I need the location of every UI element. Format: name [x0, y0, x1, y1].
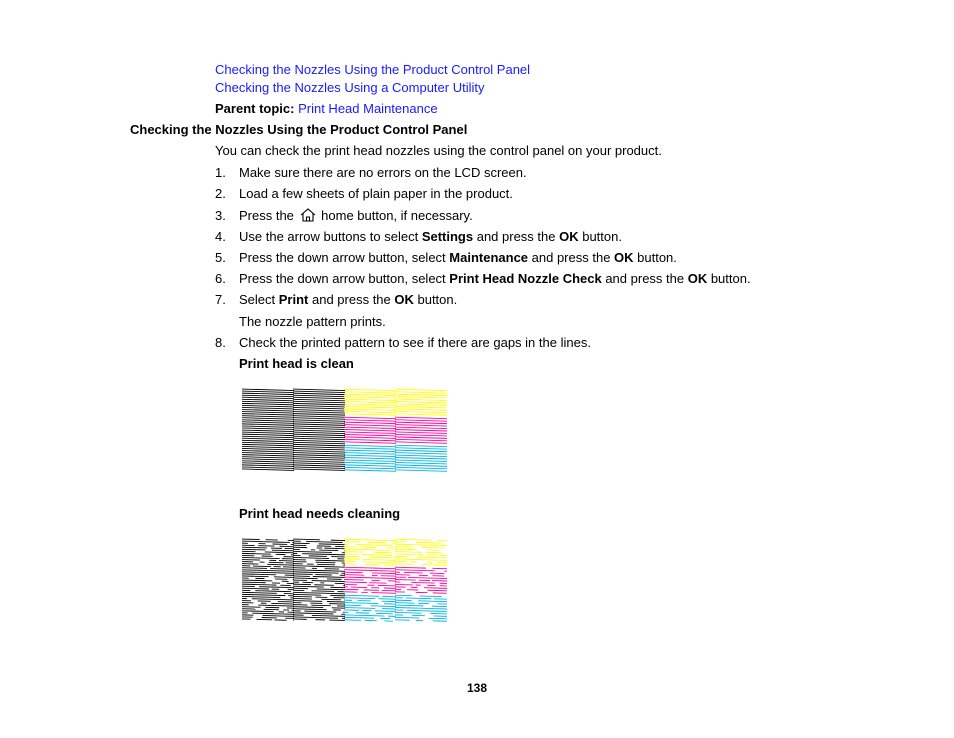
nozzle-line [293, 434, 345, 436]
nozzle-line [321, 599, 341, 600]
nozzle-line [242, 440, 294, 442]
nozzle-line [261, 558, 279, 559]
nozzle-line [344, 580, 364, 581]
nozzle-line [395, 430, 447, 432]
nozzle-line [257, 570, 276, 571]
nozzle-line [412, 540, 431, 541]
ui-term-print: Print [278, 292, 309, 307]
nozzle-line [293, 457, 345, 459]
nozzle-line [242, 397, 294, 399]
t: Use the arrow buttons to select [239, 229, 422, 244]
nozzle-line [293, 461, 345, 463]
nozzle-line [293, 438, 345, 440]
nozzle-line [395, 399, 447, 401]
nozzle-line [395, 455, 447, 457]
link-computer-utility[interactable]: Checking the Nozzles Using a Computer Utility [215, 80, 485, 95]
nozzle-line [242, 465, 294, 467]
nozzle-line [293, 459, 345, 461]
t: Select [239, 292, 279, 307]
nozzle-line [314, 613, 333, 614]
intro-text: You can check the print head nozzles using the control panel on your product. [215, 143, 662, 158]
nozzle-line [428, 590, 447, 591]
nozzle-line [242, 410, 294, 412]
step-number: 3. [215, 208, 226, 223]
nozzle-line [395, 392, 447, 394]
nozzle-line [293, 418, 345, 420]
nozzle-line [344, 445, 396, 447]
nozzle-line [293, 469, 345, 471]
step-text: Check the printed pattern to see if there are gaps in the lines. [239, 335, 591, 350]
t: and press the [528, 250, 615, 265]
nozzle-line [270, 569, 288, 570]
nozzle-line [242, 393, 294, 395]
nozzle-line [344, 414, 396, 416]
nozzle-line [293, 420, 345, 422]
nozzle-line [293, 455, 345, 457]
nozzle-line [293, 432, 345, 434]
nozzle-line [395, 462, 447, 464]
nozzle-line [242, 461, 294, 463]
nozzle-line [242, 448, 294, 450]
nozzle-line [400, 617, 419, 618]
nozzle-line [242, 582, 260, 583]
nozzle-line [408, 577, 425, 578]
nozzle-line [344, 420, 396, 422]
nozzle-line [351, 567, 370, 568]
nozzle-line [378, 585, 396, 586]
nozzle-line [395, 458, 447, 460]
nozzle-line [395, 394, 447, 396]
nozzle-line [253, 566, 271, 567]
nozzle-line [252, 599, 272, 600]
nozzle-line [293, 391, 345, 393]
nozzle-line [293, 451, 345, 453]
nozzle-line [293, 395, 345, 397]
nozzle-line [293, 428, 345, 430]
nozzle-line [344, 394, 396, 396]
nozzle-line [242, 414, 294, 416]
nozzle-line [344, 455, 396, 457]
t: and press the [601, 271, 688, 286]
nozzle-line [395, 450, 447, 452]
step-number: 4. [215, 229, 226, 244]
nozzle-line [242, 459, 294, 461]
nozzle-line [404, 572, 423, 573]
step-text [239, 292, 457, 308]
home-icon [300, 208, 316, 226]
link-print-head-maintenance[interactable]: Print Head Maintenance [298, 101, 438, 116]
nozzle-line [242, 424, 294, 426]
nozzle-line [305, 607, 324, 608]
parent-topic-label: Parent topic: [215, 101, 295, 116]
ui-term-maintenance: Maintenance [449, 250, 529, 265]
nozzle-line [344, 572, 363, 573]
nozzle-line [242, 467, 294, 469]
ui-term-ok: OK [687, 271, 708, 286]
nozzle-line [293, 403, 345, 405]
nozzle-line [293, 401, 345, 403]
nozzle-line [293, 399, 345, 401]
nozzle-line [248, 593, 267, 594]
nozzle-line [242, 422, 294, 424]
nozzle-line [242, 389, 294, 391]
step-number: 7. [215, 292, 226, 307]
nozzle-line [242, 432, 294, 434]
nozzle-line [242, 607, 261, 608]
nozzle-line [344, 434, 396, 436]
nozzle-line [242, 453, 294, 455]
nozzle-line [293, 584, 311, 585]
step-text [239, 208, 473, 226]
t: Press the down arrow button, select [239, 271, 450, 286]
nozzle-line [325, 542, 343, 543]
nozzle-line [395, 442, 447, 444]
t: Press the down arrow button, select [239, 250, 450, 265]
nozzle-line [344, 448, 396, 450]
nozzle-line [395, 437, 447, 439]
ui-term-settings: Settings [421, 229, 474, 244]
t: button. [707, 271, 751, 286]
nozzle-line [354, 549, 373, 550]
t: and press the [473, 229, 560, 244]
nozzle-line [242, 418, 294, 420]
nozzle-line [361, 540, 380, 541]
nozzle-line [242, 405, 294, 407]
nozzle-line [314, 611, 332, 612]
nozzle-line [395, 422, 447, 424]
figure-label-dirty: Print head needs cleaning [239, 506, 401, 521]
nozzle-line [242, 434, 294, 436]
nozzle-line [344, 427, 396, 429]
parent-topic [215, 101, 438, 117]
nozzle-line [344, 432, 396, 434]
step-number: 1. [215, 165, 226, 180]
step-text: Load a few sheets of plain paper in the product. [239, 186, 513, 201]
nozzle-line [395, 417, 447, 419]
nozzle-line [344, 417, 396, 419]
nozzle-line [395, 434, 447, 436]
nozzle-line [242, 391, 294, 393]
nozzle-line [258, 605, 278, 606]
nozzle-line [293, 446, 345, 448]
ui-term-nozzle-check: Print Head Nozzle Check [449, 271, 602, 286]
nozzle-line [293, 440, 345, 442]
nozzle-line [395, 554, 415, 555]
nozzle-line [377, 606, 396, 607]
nozzle-line [395, 605, 413, 606]
nozzle-line [344, 470, 396, 472]
nozzle-line [293, 430, 345, 432]
figure-label-clean: Print head is clean [239, 356, 354, 371]
nozzle-line [293, 416, 345, 418]
nozzle-line [293, 598, 312, 599]
nozzle-line [395, 445, 447, 447]
nozzle-line [293, 389, 345, 391]
nozzle-line [344, 392, 396, 394]
nozzle-line [306, 541, 324, 542]
nozzle-line [344, 422, 396, 424]
nozzle-line [422, 565, 441, 566]
nozzle-line [293, 393, 345, 395]
nozzle-pattern-clean [240, 386, 448, 474]
nozzle-line [395, 603, 415, 604]
nozzle-line [344, 397, 396, 399]
nozzle-line [242, 438, 294, 440]
nozzle-line [395, 467, 447, 469]
nozzle-line [395, 409, 447, 411]
nozzle-line [344, 450, 396, 452]
nozzle-line [293, 412, 345, 414]
nozzle-line [344, 453, 396, 455]
nozzle-line [344, 404, 396, 406]
step-number: 5. [215, 250, 226, 265]
nozzle-line [344, 460, 396, 462]
nozzle-line [367, 542, 387, 543]
nozzle-line [314, 585, 334, 586]
nozzle-line [242, 436, 294, 438]
nozzle-line [395, 404, 447, 406]
nozzle-line [308, 609, 327, 610]
step-text-pre: Press the [239, 208, 294, 223]
nozzle-line [293, 463, 345, 465]
nozzle-line [242, 574, 262, 575]
nozzle-line [293, 426, 345, 428]
step-number: 2. [215, 186, 226, 201]
nozzle-line [313, 552, 332, 553]
nozzle-line [293, 397, 345, 399]
nozzle-line [242, 401, 294, 403]
nozzle-line [261, 572, 281, 573]
step-text [239, 229, 622, 245]
nozzle-line [344, 411, 396, 413]
nozzle-line [242, 399, 294, 401]
nozzle-line [293, 467, 345, 469]
nozzle-line [293, 407, 345, 409]
nozzle-line [395, 397, 447, 399]
nozzle-line [242, 455, 294, 457]
nozzle-line [255, 611, 274, 612]
nozzle-line [395, 420, 447, 422]
nozzle-line [344, 406, 396, 408]
nozzle-line [242, 426, 294, 428]
step-text: Make sure there are no errors on the LCD screen. [239, 165, 527, 180]
ui-term-ok: OK [559, 229, 579, 244]
nozzle-line [242, 395, 294, 397]
nozzle-line [344, 425, 396, 427]
nozzle-line [302, 558, 322, 559]
nozzle-line [293, 436, 345, 438]
nozzle-line [293, 424, 345, 426]
nozzle-line [344, 437, 396, 439]
nozzle-line [395, 402, 447, 404]
nozzle-line [313, 576, 331, 577]
nozzle-line [242, 560, 260, 561]
step-text [239, 250, 677, 266]
nozzle-line [344, 467, 396, 469]
nozzle-line [344, 409, 396, 411]
nozzle-line [293, 410, 345, 412]
nozzle-line [344, 439, 396, 441]
t: button. [578, 229, 622, 244]
nozzle-line [395, 406, 447, 408]
nozzle-line [344, 402, 396, 404]
step-number: 8. [215, 335, 226, 350]
nozzle-line [395, 448, 447, 450]
nozzle-line [293, 405, 345, 407]
nozzle-line [242, 451, 294, 453]
nozzle-line [395, 470, 447, 472]
t: button. [633, 250, 677, 265]
nozzle-line [293, 442, 345, 444]
nozzle-line [242, 428, 294, 430]
nozzle-line [395, 414, 447, 416]
nozzle-line [395, 439, 447, 441]
nozzle-line [395, 389, 447, 391]
nozzle-line [242, 469, 294, 471]
nozzle-line [395, 425, 447, 427]
nozzle-line [293, 574, 313, 575]
nozzle-line [344, 399, 396, 401]
nozzle-line [293, 444, 345, 446]
nozzle-line [344, 465, 396, 467]
ui-term-ok: OK [614, 250, 634, 265]
link-control-panel[interactable]: Checking the Nozzles Using the Product Control Panel [215, 62, 531, 77]
nozzle-pattern-dirty [240, 536, 448, 624]
nozzle-line [242, 420, 294, 422]
nozzle-line [395, 411, 447, 413]
section-heading: Checking the Nozzles Using the Product Control Panel [130, 122, 468, 137]
nozzle-line [293, 422, 345, 424]
nozzle-line [344, 462, 396, 464]
nozzle-line [242, 416, 294, 418]
nozzle-line [293, 465, 345, 467]
nozzle-line [242, 430, 294, 432]
nozzle-line [328, 554, 345, 555]
step-number: 6. [215, 271, 226, 286]
nozzle-line [242, 444, 294, 446]
nozzle-line [344, 458, 396, 460]
nozzle-line [395, 432, 447, 434]
nozzle-line [299, 617, 317, 618]
step-text [239, 271, 751, 287]
nozzle-line [242, 446, 294, 448]
nozzle-line [395, 453, 447, 455]
nozzle-line [242, 403, 294, 405]
nozzle-line [417, 570, 435, 571]
nozzle-line [395, 427, 447, 429]
nozzle-line [313, 566, 330, 567]
nozzle-line [395, 584, 413, 585]
nozzle-line [344, 389, 396, 391]
nozzle-line [375, 611, 394, 612]
nozzle-line [242, 463, 294, 465]
t: and press the [308, 292, 395, 307]
ui-term-ok: OK [394, 292, 414, 307]
nozzle-line [395, 460, 447, 462]
nozzle-line [344, 442, 396, 444]
nozzle-line [344, 430, 396, 432]
nozzle-line [349, 582, 367, 583]
step-text-post: home button, if necessary. [321, 208, 473, 223]
nozzle-line [242, 572, 261, 573]
nozzle-line [293, 453, 345, 455]
nozzle-line [265, 552, 283, 553]
page-number: 138 [466, 681, 488, 695]
t: button. [413, 292, 458, 307]
nozzle-line [344, 552, 364, 553]
nozzle-line [319, 573, 339, 574]
step-7-note: The nozzle pattern prints. [239, 314, 386, 329]
nozzle-line [372, 550, 389, 551]
nozzle-line [293, 414, 345, 416]
nozzle-line [242, 412, 294, 414]
nozzle-line [395, 465, 447, 467]
nozzle-line [416, 542, 435, 543]
nozzle-line [293, 448, 345, 450]
nozzle-line [242, 442, 294, 444]
nozzle-line [242, 457, 294, 459]
nozzle-line [316, 562, 336, 563]
nozzle-line [242, 407, 294, 409]
